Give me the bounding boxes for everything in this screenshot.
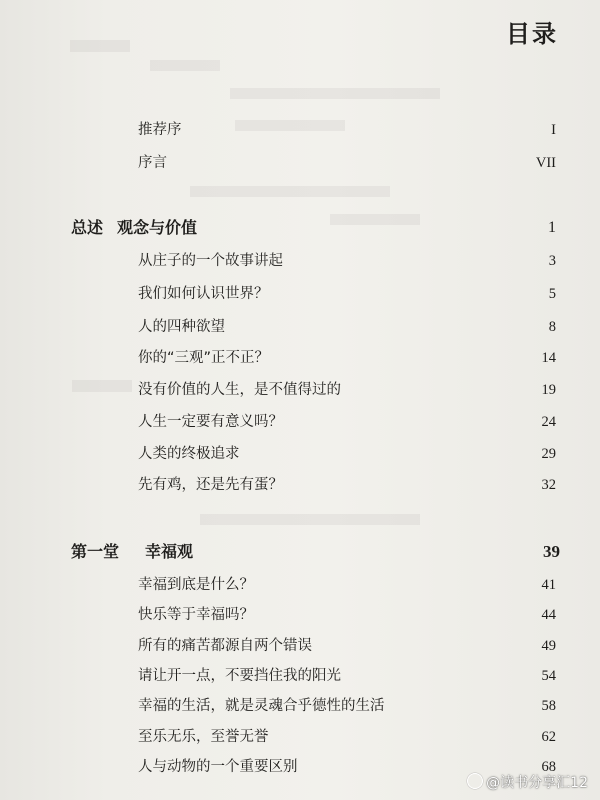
show-through-block xyxy=(230,88,440,99)
toc-entry[interactable] xyxy=(0,282,600,306)
toc-page-number: 68 xyxy=(541,759,556,775)
toc-page-number: 62 xyxy=(541,729,556,745)
toc-entry[interactable] xyxy=(0,634,600,658)
toc-entry-preface[interactable] xyxy=(0,151,600,175)
toc-page-number: 49 xyxy=(541,638,556,654)
toc-entry-label: 请让开一点，不要挡住我的阳光 xyxy=(138,668,341,684)
toc-page-number: 1 xyxy=(548,219,556,236)
toc-page-number: 14 xyxy=(541,350,556,366)
toc-entry-label: 没有价值的人生，是不值得过的 xyxy=(138,382,341,398)
toc-entry-foreword[interactable] xyxy=(0,118,600,142)
toc-entry[interactable] xyxy=(0,346,600,370)
toc-entry[interactable] xyxy=(0,664,600,688)
toc-page-number: 32 xyxy=(541,477,556,493)
toc-page-number: I xyxy=(551,122,556,138)
toc-page-number: 41 xyxy=(541,577,556,593)
toc-page-number: 19 xyxy=(541,382,556,398)
show-through-block xyxy=(190,186,390,197)
toc-entry-label: 从庄子的一个故事讲起 xyxy=(138,253,283,269)
toc-page-number: 58 xyxy=(541,698,556,714)
toc-entry-label: 人生一定要有意义吗？ xyxy=(138,414,283,430)
toc-entry[interactable] xyxy=(0,473,600,497)
toc-page-number: 39 xyxy=(543,542,560,561)
toc-entry-label: 序言 xyxy=(138,155,167,171)
toc-part-label: 总述 xyxy=(71,218,104,237)
toc-part-name: 幸福观 xyxy=(145,542,194,561)
toc-page-number: 24 xyxy=(541,414,556,430)
toc-entry-label: 先有鸡，还是先有蛋？ xyxy=(138,477,283,493)
toc-page-number: VII xyxy=(535,155,556,171)
toc-title: 目录 xyxy=(506,20,558,48)
show-through-block xyxy=(200,514,420,525)
watermark xyxy=(467,772,588,792)
watermark-logo-icon xyxy=(467,773,483,789)
toc-entry-label: 至乐无乐，至誉无誉 xyxy=(138,729,269,745)
toc-entry-label: 幸福的生活，就是灵魂合乎德性的生活 xyxy=(138,698,385,714)
toc-entry-label: 所有的痛苦都源自两个错误 xyxy=(138,638,312,654)
toc-page-number: 44 xyxy=(541,607,556,623)
toc-page-number: 54 xyxy=(541,668,556,684)
toc-part-heading xyxy=(71,216,197,240)
toc-entry-label: 人的四种欲望 xyxy=(138,319,225,335)
toc-entry[interactable] xyxy=(0,410,600,434)
toc-entry-label: 快乐等于幸福吗？ xyxy=(138,607,254,623)
toc-entry[interactable] xyxy=(0,573,600,597)
toc-entry[interactable] xyxy=(0,442,600,466)
watermark-text: @读书分享汇12 xyxy=(486,775,588,791)
toc-entry-label: 人与动物的一个重要区别 xyxy=(138,759,298,775)
toc-entry-label: 推荐序 xyxy=(138,122,182,138)
toc-entry[interactable] xyxy=(0,725,600,749)
toc-entry[interactable] xyxy=(0,378,600,402)
toc-entry[interactable] xyxy=(0,694,600,718)
toc-entry[interactable] xyxy=(0,315,600,339)
toc-entry-label: 你的“三观”正不正？ xyxy=(138,350,270,366)
toc-entry[interactable] xyxy=(0,249,600,273)
toc-page-number: 5 xyxy=(548,286,556,302)
toc-part-heading xyxy=(71,540,193,564)
toc-part-lesson-one[interactable] xyxy=(0,540,600,564)
toc-page-number: 8 xyxy=(548,319,556,335)
toc-part-label: 第一堂 xyxy=(71,542,120,561)
toc-entry-label: 幸福到底是什么？ xyxy=(138,577,254,593)
toc-entry-label: 我们如何认识世界？ xyxy=(138,286,269,302)
toc-part-name: 观念与价值 xyxy=(117,218,198,237)
toc-part-overview[interactable] xyxy=(0,216,600,240)
toc-page-number: 3 xyxy=(548,253,556,269)
show-through-block xyxy=(70,40,130,52)
show-through-block xyxy=(150,60,220,71)
toc-page-number: 29 xyxy=(541,446,556,462)
toc-entry[interactable] xyxy=(0,603,600,627)
toc-entry-label: 人类的终极追求 xyxy=(138,446,240,462)
